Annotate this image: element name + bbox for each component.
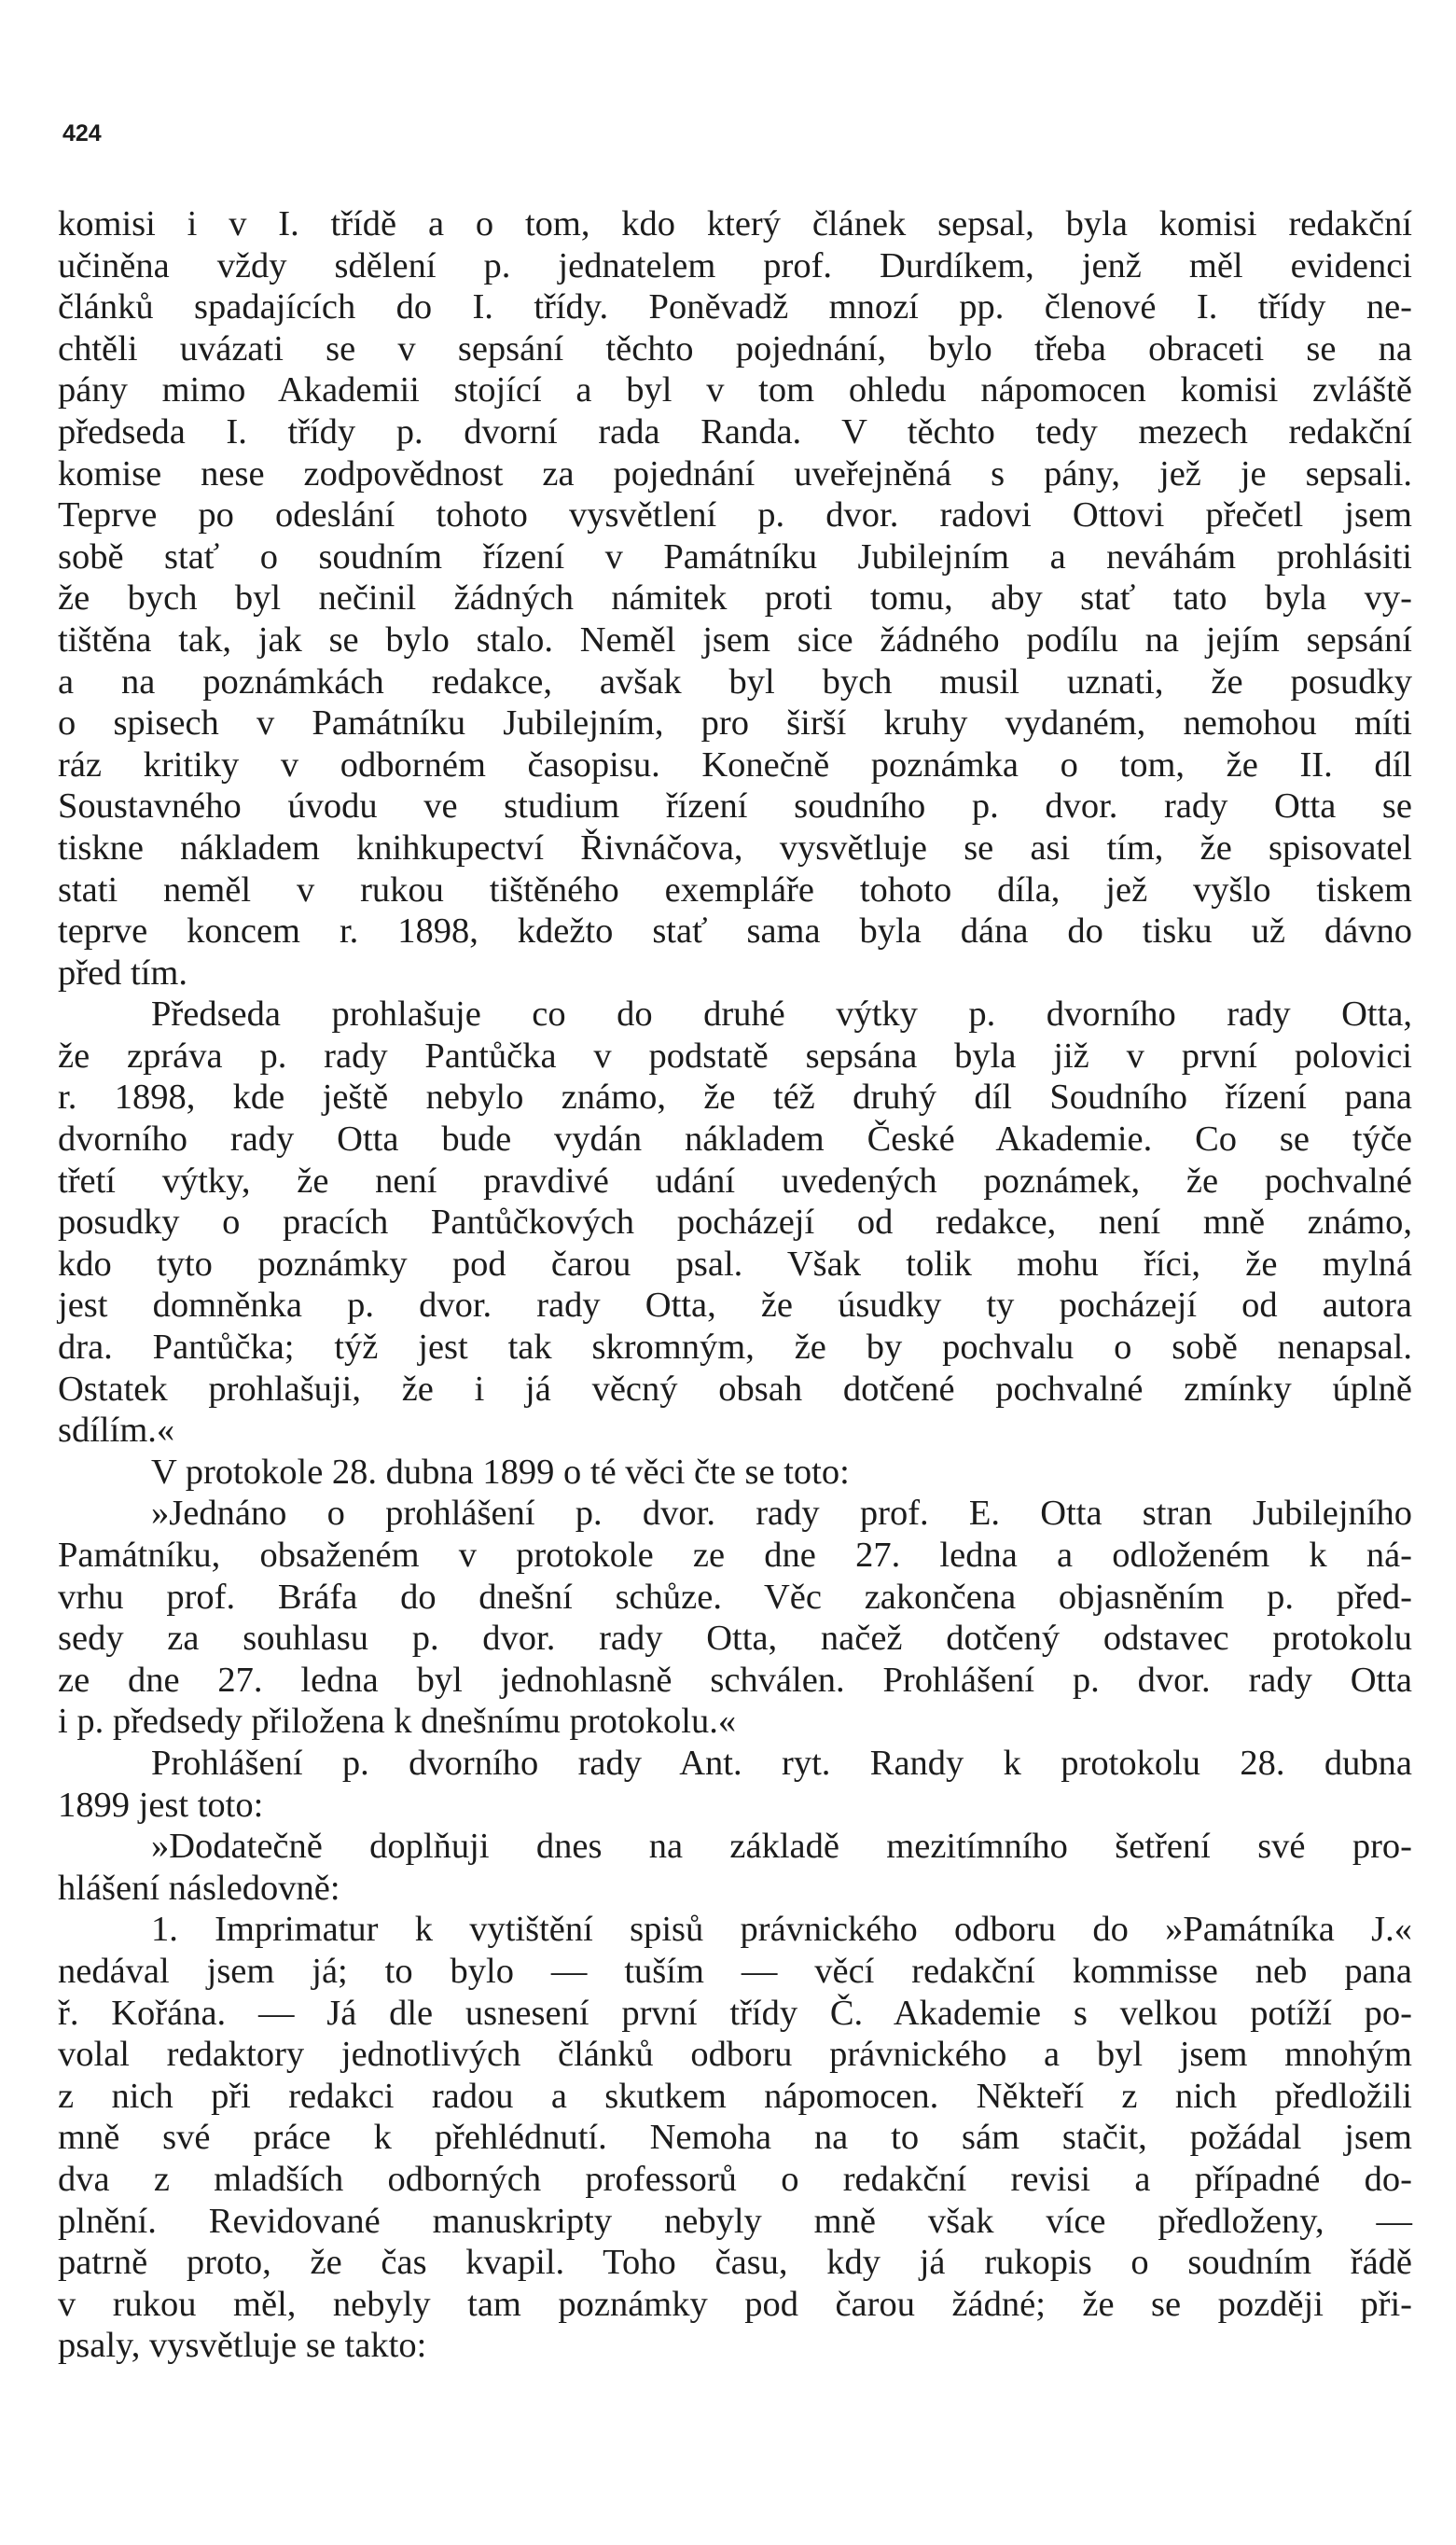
text-line: kdo tyto poznámky pod čarou psal. Však tolik mohu říci, že mylná xyxy=(58,1244,1412,1284)
text-line: ze dne 27. ledna byl jednohlasně schválen. Prohlášení p. dvor. rady Otta xyxy=(58,1660,1412,1700)
text-line: patrně proto, že čas kvapil. Toho času, kdy já rukopis o soudním řádě xyxy=(58,2243,1412,2283)
body-text xyxy=(58,203,1412,2367)
text-line: sedy za souhlasu p. dvor. rady Otta, načež dotčený odstavec protokolu xyxy=(58,1619,1412,1659)
text-line: i p. předsedy přiložena k dnešnímu protokolu.« xyxy=(58,1702,737,1742)
text-line: z nich při redakci radou a skutkem nápomocen. Někteří z nich předložili xyxy=(58,2076,1412,2116)
text-line: komisi i v I. třídě a o tom, kdo který článek sepsal, byla komisi redakční xyxy=(58,204,1412,243)
text-line: tištěna tak, jak se bylo stalo. Neměl jsem sice žádného podílu na jejím sepsání xyxy=(58,619,1412,660)
text-line: Památníku, obsaženém v protokole ze dne 27. ledna a odloženém k ná- xyxy=(58,1536,1412,1575)
text-line: »Dodatečně doplňuji dnes na základě mezitímního šetření své pro- xyxy=(151,1827,1412,1867)
text-line: teprve koncem r. 1898, kdežto stať sama byla dána do tisku už dávno xyxy=(58,911,1412,952)
text-line: v rukou měl, nebyly tam poznámky pod čarou žádné; že se později při- xyxy=(58,2284,1412,2324)
text-line: Ostatek prohlašuji, že i já věcný obsah dotčené pochvalné zmínky úplně xyxy=(58,1369,1412,1409)
text-line: jest domněnka p. dvor. rady Otta, že úsudky ty pocházejí od autora xyxy=(58,1286,1412,1326)
text-line: sobě stať o soudním řízení v Památníku Jubilejním a neváhám prohlásiti xyxy=(58,536,1412,577)
text-line: komise nese zodpovědnost za pojednání uveřejněná s pány, jež je sepsali. xyxy=(58,453,1412,494)
text-line: třetí výtky, že není pravdivé udání uvedených poznámek, že pochvalné xyxy=(58,1161,1412,1201)
text-line: sdílím.« xyxy=(58,1411,175,1451)
text-line: Soustavného úvodu ve studium řízení soudního p. dvor. rady Otta se xyxy=(58,786,1412,827)
text-line: stati neměl v rukou tištěného exempláře tohoto díla, jež vyšlo tiskem xyxy=(58,869,1412,910)
text-line: 1899 jest toto: xyxy=(58,1785,264,1825)
text-line: posudky o pracích Pantůčkových pocházejí od redakce, není mně známo, xyxy=(58,1203,1412,1243)
text-line: pány mimo Akademii stojící a byl v tom ohledu nápomocen komisi zvláště xyxy=(58,370,1412,410)
text-line: článků spadajících do I. třídy. Poněvadž mnozí pp. členové I. třídy ne- xyxy=(58,287,1412,327)
text-line: dra. Pantůčka; týž jest tak skromným, že by pochvalu o sobě nenapsal. xyxy=(58,1328,1412,1368)
text-line: ráz kritiky v odborném časopisu. Konečně poznámka o tom, že II. díl xyxy=(58,744,1412,785)
text-line: a na poznámkách redakce, avšak byl bych musil uznati, že posudky xyxy=(58,661,1412,702)
text-line: dva z mladších odborných professorů o redakční revisi a případné do- xyxy=(58,2159,1412,2199)
text-line: Teprve po odeslání tohoto vysvětlení p. dvor. radovi Ottovi přečetl jsem xyxy=(58,495,1412,535)
text-line: volal redaktory jednotlivých článků odboru právnického a byl jsem mnohým xyxy=(58,2035,1412,2075)
text-line: že zpráva p. rady Pantůčka v podstatě sepsána byla již v první polovici xyxy=(58,1036,1412,1076)
text-line: V protokole 28. dubna 1899 o té věci čte se toto: xyxy=(151,1452,850,1492)
page-number: 424 xyxy=(62,120,102,146)
text-line: Prohlášení p. dvorního rady Ant. ryt. Randy k protokolu 28. dubna xyxy=(151,1743,1412,1783)
text-line: nedával jsem já; to bylo — tuším — věcí redakční kommisse neb pana xyxy=(58,1951,1412,1991)
text-line: o spisech v Památníku Jubilejním, pro širší kruhy vydaném, nemohou míti xyxy=(58,703,1412,744)
text-line: předseda I. třídy p. dvorní rada Randa. V těchto tedy mezech redakční xyxy=(58,411,1412,452)
text-line: ř. Kořána. — Já dle usnesení první třídy Č. Akademie s velkou potíží po- xyxy=(58,1993,1412,2033)
text-line: že bych byl nečinil žádných námitek proti tomu, aby stať tato byla vy- xyxy=(58,578,1412,619)
text-line: mně své práce k přehlédnutí. Nemoha na to sám stačit, požádal jsem xyxy=(58,2118,1412,2158)
text-line: tiskne nákladem knihkupectví Řivnáčova, vysvětluje se asi tím, že spisovatel xyxy=(58,827,1412,868)
text-line: plnění. Revidované manuskripty nebyly mně však více předloženy, — xyxy=(58,2201,1412,2241)
text-line: chtěli uvázati se v sepsání těchto pojednání, bylo třeba obraceti se na xyxy=(58,328,1412,369)
text-line: učiněna vždy sdělení p. jednatelem prof. Durdíkem, jenž měl evidenci xyxy=(58,245,1412,285)
text-line: »Jednáno o prohlášení p. dvor. rady prof. E. Otta stran Jubilejního xyxy=(151,1494,1412,1534)
text-line: 1. Imprimatur k vytištění spisů právnického odboru do »Památníka J.« xyxy=(151,1910,1412,1950)
text-line: r. 1898, kde ještě nebylo známo, že též druhý díl Soudního řízení pana xyxy=(58,1078,1412,1118)
text-line: psaly, vysvětluje se takto: xyxy=(58,2326,427,2366)
text-line: hlášení následovně: xyxy=(58,1868,340,1908)
text-line: vrhu prof. Bráfa do dnešní schůze. Věc zakončena objasněním p. před- xyxy=(58,1577,1412,1617)
text-line: před tím. xyxy=(58,953,187,993)
text-line: dvorního rady Otta bude vydán nákladem České Akademie. Co se týče xyxy=(58,1120,1412,1160)
text-line: Předseda prohlašuje co do druhé výtky p. dvorního rady Otta, xyxy=(151,994,1412,1035)
